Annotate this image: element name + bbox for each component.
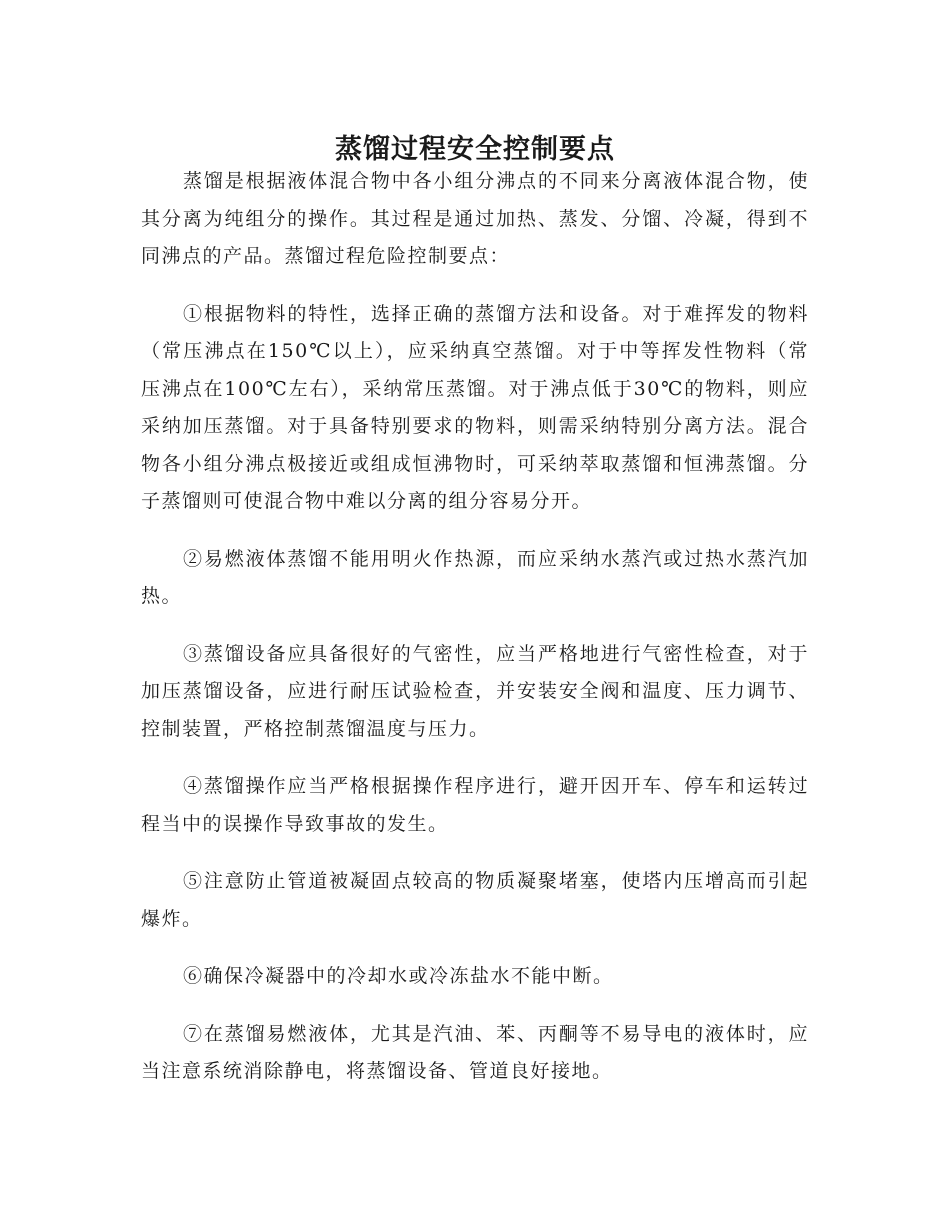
point-6-paragraph: ⑥确保冷凝器中的冷却水或冷冻盐水不能中断。	[183, 965, 614, 987]
intro-paragraph: 蒸馏是根据液体混合物中各小组分沸点的不同来分离液体混合物，使其分离为纯组分的操作。其过程是通过加热、蒸发、分馏、冷凝，得到不同沸点的产品。蒸馏过程危险控制要点：	[141, 170, 809, 267]
document-title: 蒸馏过程安全控制要点	[335, 134, 615, 166]
point-2-paragraph: ②易燃液体蒸馏不能用明火作热源，而应采纳水蒸汽或过热水蒸汽加热。	[141, 547, 809, 607]
point-4-paragraph: ④蒸馏操作应当严格根据操作程序进行，避开因开车、停车和运转过程当中的误操作导致事故的发生。	[141, 775, 809, 835]
point-1-paragraph: ①根据物料的特性，选择正确的蒸馏方法和设备。对于难挥发的物料（常压沸点在150℃以上），应采纳真空蒸馏。对于中等挥发性物料（常压沸点在100℃左右），采纳常压蒸馏。对于沸点低于30℃的物料，则应采纳加压蒸馏。对于具备特别要求的物料，则需采纳特别分离方法。混合物各小组分沸点极接近或组成恒沸物时，可采纳萃取蒸馏和恒沸蒸馏。分子蒸馏则可使混合物中难以分离的组分容易分开。	[141, 302, 809, 512]
point-3-paragraph: ③蒸馏设备应具备很好的气密性，应当严格地进行气密性检查，对于加压蒸馏设备，应进行耐压试验检查，并安装安全阀和温度、压力调节、控制装置，严格控制蒸馏温度与压力。	[141, 642, 809, 740]
point-7-paragraph: ⑦在蒸馏易燃液体，尤其是汽油、苯、丙酮等不易导电的液体时，应当注意系统消除静电，将蒸馏设备、管道良好接地。	[141, 1022, 809, 1082]
document-body	[141, 163, 809, 1091]
point-5-paragraph: ⑤注意防止管道被凝固点较高的物质凝聚堵塞，使塔内压增高而引起爆炸。	[141, 870, 809, 930]
